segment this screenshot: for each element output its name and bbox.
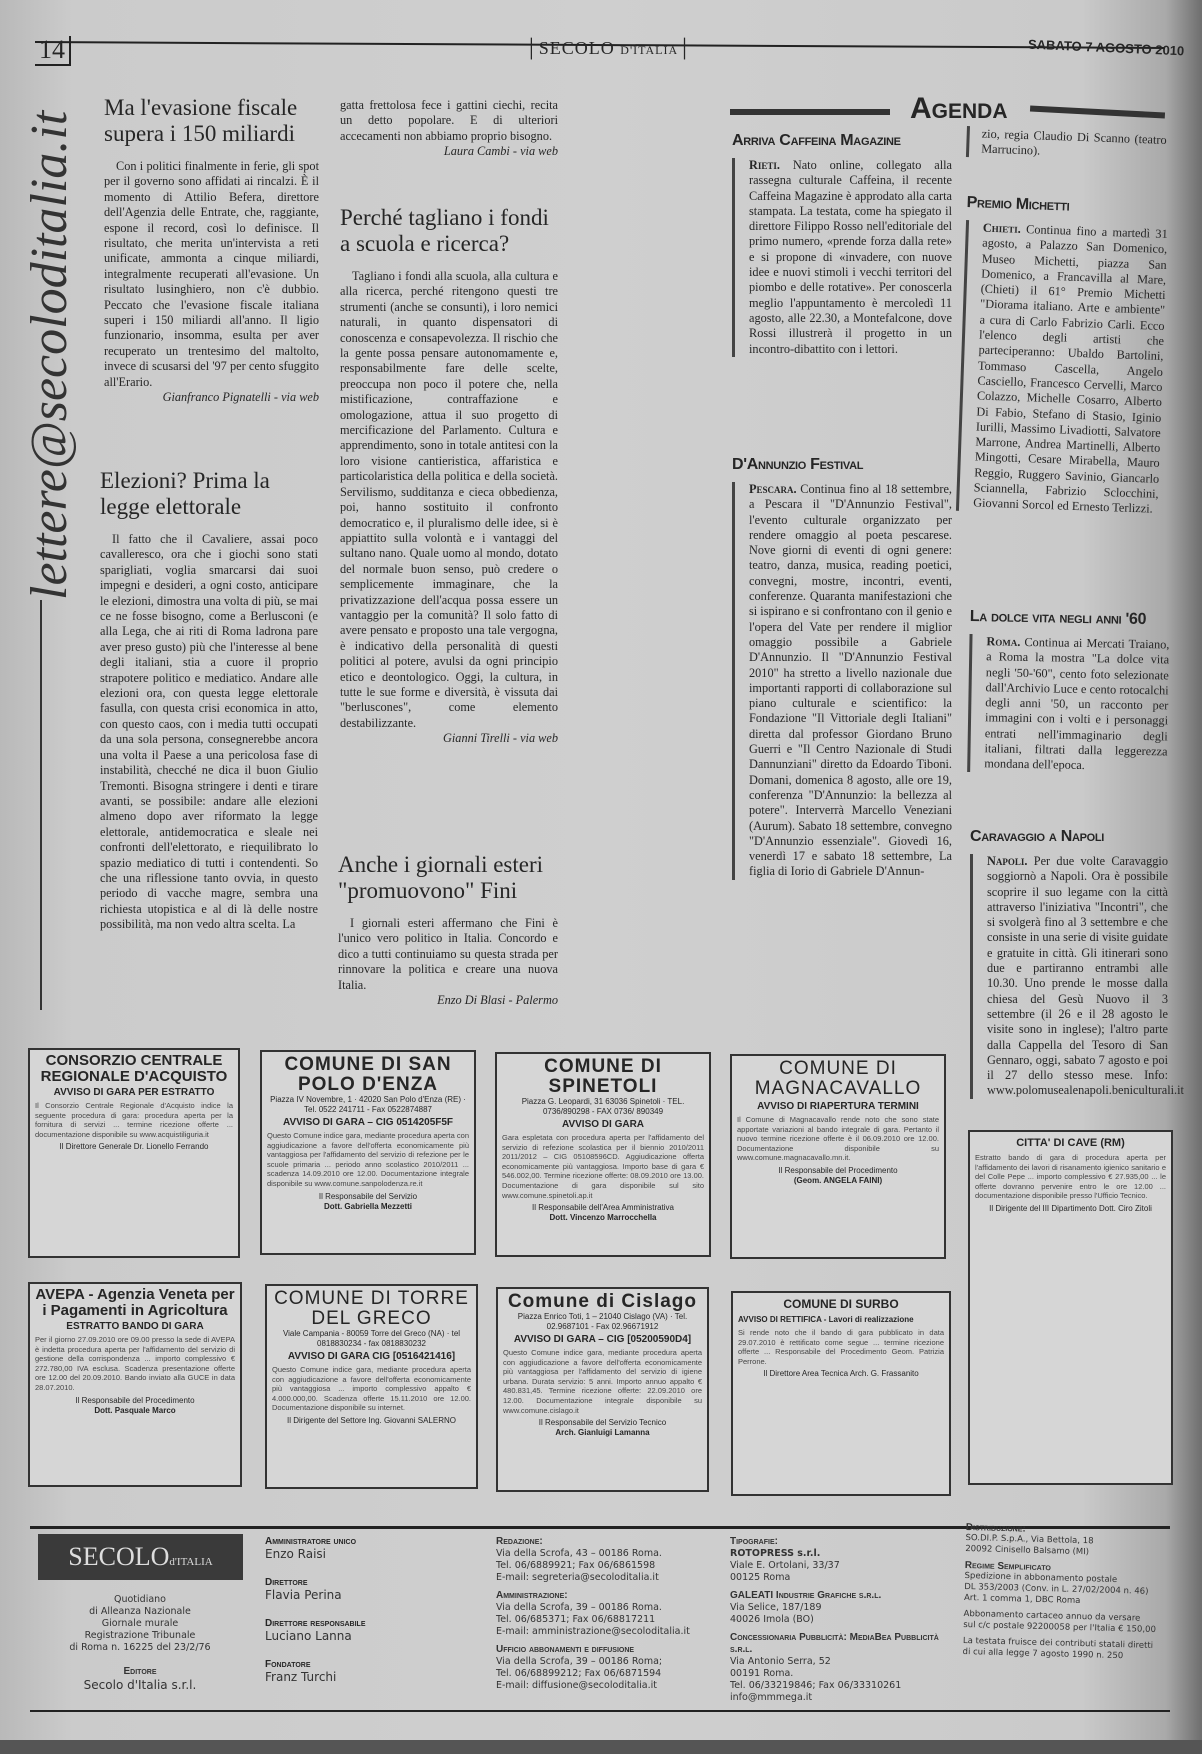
agenda-item-body (732, 158, 952, 357)
ad-address: Viale Campania - 80059 Torre del Greco (NA) · tel 0818830234 - fax 0818830232 (282, 1329, 461, 1348)
letter-signature: Gianfranco Pignatelli - via web (162, 390, 319, 405)
ad-signer: (Geom. ANGELA FAINI) (793, 1175, 883, 1185)
colophon-printers (730, 1536, 960, 1704)
advertising-line: 00191 Roma. (730, 1668, 794, 1679)
office-line: Via della Scrofa, 43 – 00186 Roma. (496, 1548, 662, 1559)
printer-label: Tipografie: (730, 1536, 778, 1547)
ad-cislago (496, 1287, 709, 1492)
distribution-line: SO.DI.P. S.p.A., Via Bettola, 18 (965, 1532, 1094, 1547)
letter-title: Elezioni? Prima la legge elettorale (100, 468, 270, 519)
agenda-rule-left (730, 109, 890, 115)
agenda-item-body (956, 220, 1168, 518)
agenda-item-caffeina (732, 132, 952, 357)
agenda-item-body (732, 482, 952, 880)
person-name: Enzo Raisi (265, 1547, 326, 1561)
ad-body: Il Comune di Magnacavallo rende noto che sono state apportate variazioni al bando integrale di gara. Pertanto il nuovo termine ricezione offerte è il 06.09.2010 ore 12.00. Documentazione disponibile su www.comune.magnacavallo.mn.it. (737, 1115, 939, 1163)
ad-signer: Dott. Vincenzo Marrocchella (549, 1213, 657, 1223)
ad-body: Si rende noto che il bando di gara pubblicato in data 29.07.2010 è rettificato come segue ... termine ricezione offerte ... Responsabile del Procedimento Geom. Patrizia Perrone. (738, 1328, 944, 1366)
logo-text: SECOLO (68, 1542, 170, 1571)
advertising-line: Via Antonio Serra, 52 (730, 1656, 831, 1667)
printer-name: ROTOPRESS s.r.l. (730, 1548, 821, 1559)
ad-body: Estratto bando di gara di procedura aperta per l'affidamento dei lavori di risanamento igienico sanitario e del Colle Pepe ... importo complessivo € 27.935,00 ... le offerte dovranno pervenire entro le ore 12.00 ... documentazione disponibile presso l'Ufficio Tecnico. (975, 1153, 1166, 1201)
colophon-offices (496, 1536, 726, 1692)
ad-signer-role: Il Responsabile del Procedimento (778, 1165, 898, 1175)
ad-body: Per il giorno 27.09.2010 ore 09.00 presso la sede di AVEPA è indetta procedura aperta per l'affidamento del servizio di gestione della corrispondenza ... importo complessivo € 272.780,00 IVA esclusa. Scadenza presentazione offerte ore 12.00 del 20.09.2010. Bando inviato alla GUCE in data 28.07.2010. (35, 1335, 235, 1392)
page-bottom-edge (0, 1740, 1202, 1754)
letter-2-continued (340, 98, 558, 159)
person-role: Direttore (265, 1577, 308, 1588)
ad-signer-role: Il Responsabile del Servizio (318, 1191, 418, 1201)
letter-body: Tagliano i fondi alla scuola, alla cultura e alla ricerca, perché ritengono questi tre strumenti (anche se consunti), i loro nemici naturali, in quanto dispensatori di conoscenza e consapevolezza. Il rischio che la gente possa pensare autonomamente e, responsabilmente fare delle scelte, preoccupa non poco il potere che, nella mistificazione, contraffazione e omologazione, attua il suo progetto di mercificazione del Parlamento. Cultura e apprendimento, sono in totale antitesi con la loro visione cantieristica, affaristica e particolaristica della politica e della società. Servilismo, sudditanza e cieca obbedienza, poi, hanno sostituito il confronto democratico e, il pluralismo delle idee, si è appiattito sulla volontà e i vantaggi del sultano nano. Quale uomo al mondo, dotato del normale buon senso, può credere o semplicemente immaginare, che la privatizzazione dell'acqua possa essere un vantaggio per la comunità? Il solo fatto di avere pensato e proposto una tale vergogna, è indicativo della personalità di questi politici al potere, avulsi da ogni principio etico e deontologico. Oggi, la cultura, in tutte le sue forme e diversità, è vissuta dai "berluscones", come elemento destabilizzante. (340, 269, 558, 730)
ad-title: COMUNE DI MAGNACAVALLO (754, 1058, 922, 1099)
advertising-line: Tel. 06/33219846; Fax 06/33310261 (730, 1680, 902, 1691)
ad-signer-role: Il Direttore Area Tecnica (763, 1369, 849, 1379)
ad-title: Comune di Cislago (507, 1291, 698, 1312)
about-line: Quotidiano (114, 1594, 166, 1605)
ad-signer: Dr. Lionello Ferrando (133, 1142, 209, 1152)
ad-body: Questo Comune indice gara, mediante procedura aperta con aggiudicazione a favore dell'offerta economicamente più vantaggiosa per l'affidamento del servizio di refezione per le scuole primaria ... periodo anno scolastico 2010/2011 ... scadenza 14.09.2010 ore 12.00. Documentazione integrale disponibile su www.comune.sanpolodenza.re.it (267, 1131, 469, 1188)
ad-san-polo-enza (260, 1050, 476, 1255)
printer-line: Via Selice, 187/189 (730, 1602, 822, 1613)
letter-4 (338, 852, 558, 1008)
subscription-line: Abbonamento cartaceo annuo da versare (963, 1608, 1141, 1624)
letter-body-continued: gatta frettolosa fece i gattini ciechi, recita un detto popolare. E di ulteriori accecamenti non abbiamo proprio bisogno. (340, 98, 558, 143)
regime-line: Spedizione in abbonamento postale (964, 1570, 1118, 1585)
ad-notice: ESTRATTO BANDO DI GARA (66, 1321, 204, 1332)
office-line: Tel. 06/68899212; Fax 06/6871594 (496, 1668, 662, 1679)
agenda-item-title: Arriva Caffeina Magazine (732, 132, 901, 149)
colophon-distribution (962, 1522, 1170, 1663)
ad-spinetoli (495, 1052, 711, 1257)
ad-address: Piazza G. Leopardi, 31 63036 Spinetoli · TEL. 0736/890298 - FAX 0736/ 890349 (521, 1097, 685, 1116)
ad-notice: AVVISO DI GARA – CIG [05200590D4] (513, 1334, 692, 1345)
subscription-line: sul c/c postale 92200058 per l'Italia € 150,00 (963, 1619, 1157, 1636)
funding-line: di cui alla legge 7 agosto 1990 n. 250 (962, 1646, 1124, 1662)
ad-signer-role: Il Responsabile del Procedimento (75, 1395, 195, 1405)
regime-label: Regime Semplificato (964, 1559, 1052, 1574)
colophon-bottom-rule (30, 1710, 1170, 1712)
office-line: Via della Scrofa, 39 – 00186 Roma. (496, 1602, 662, 1613)
person-name: Flavia Perina (265, 1588, 342, 1602)
agenda-item-dolcevita (967, 608, 1170, 775)
ad-notice: AVVISO DI RETTIFICA - Lavori di realizzazione (738, 1315, 914, 1324)
ad-avepa (28, 1282, 242, 1487)
about-line: Registrazione Tribunale (84, 1630, 196, 1641)
distribution-line: 20092 Cinisello Balsamo (MI) (965, 1543, 1090, 1558)
printer-line: 40026 Imola (BO) (730, 1614, 814, 1625)
letters-email[interactable]: lettere@secoloditalia.it (21, 110, 78, 600)
funding-line: La testata fruisce dei contributi statali diretti (962, 1635, 1154, 1651)
ad-notice: AVVISO DI GARA (561, 1119, 645, 1130)
ad-body: Gara espletata con procedura aperta per l'affidamento del servizio di refezione scolastica per il biennio 2010/2011 2011/2012 – CIG 05108596CD. Aggiudicazione offerta economicamente più vantaggiosa. Importo base di gara € 546.002,00. Termine ricezione offerte: 08.09.2010 ore 13.00. Documentazione di gara disponibile sul sito www.comune.spinetoli.ap.it (502, 1133, 704, 1200)
ad-notice: AVVISO DI GARA PER ESTRATTO (53, 1087, 215, 1098)
about-line: Giornale murale (101, 1618, 179, 1629)
printer-label: GALEATI Industrie Grafiche s.r.l. (730, 1590, 882, 1601)
ad-torre-del-greco (265, 1284, 478, 1489)
letter-signature: Enzo Di Blasi - Palermo (437, 993, 558, 1008)
letter-3 (340, 205, 558, 746)
ad-title: COMUNE DI SAN POLO D'ENZA (284, 1054, 452, 1095)
ad-signer-role: Il Responsabile dell'Area Amministrativa (531, 1203, 675, 1213)
letter-signature: Gianni Tirelli - via web (443, 731, 558, 746)
office-line: Tel. 06/6889921; Fax 06/6861598 (496, 1560, 656, 1571)
letter-body: Il fatto che il Cavaliere, assai poco cavalleresco, ora che i giochi sono stati sparigliati, voglia smarcarsi dai suoi impegni e desideri, a ogni costo, anticipare le elezioni, dimostra una volta di più, se mai ce ne fosse bisogno, come a Berlusconi (e alla Lega, che ai riti di Roma ladrona pare aver preso gusto) più che l'interesse al bene degli italiani, stia a cuore il proprio strapotere politico e mediatico. Andare alle elezioni ora, con questa legge elettorale fasulla, con questa crisi economica in atto, con questo caos, con i media tutti occupati da una sola persona, consegnerebbe ancora una volta il Paese a una pericolosa fase di instabilità, checché ne dica il buon Giulio Tremonti. Bisogna stringere i denti e tirare avanti, se possibile: andare alle elezioni almeno dopo aver riformato la legge elettorale, antidemocratica e sleale nei confronti dell'elettorato, e riequilibrato lo spazio mediatico di tutti i contendenti. So che una riflessione tanto ovvia, in questo periodo di vacche magre, sembra una richiesta utopistica e al di là delle nostre possibilità, ma non vedo altra scelta. La (100, 532, 318, 932)
ad-notice: AVVISO DI GARA CIG [0516421416] (287, 1351, 456, 1362)
agenda-item-body (967, 634, 1169, 775)
agenda-text: Nato online, collegato alla rassegna culturale Caffeina, il recente Caffeina Magazine è approdato alla carta stampata. La testata, come ha spiegato il direttore Filippo Rosso nell'editoriale del primo numero, «prende forza dalla rete» e si propone di «invadere, con nuove idee e nuovi stimoli i vecchi territori del piombo e delle rotative». Per conoscerla meglio l'appuntamento è mercoledì 11 agosto, alle 22.30, a Montefalcone, dove Rossi illustrerà il progetto in un incontro-dibattito con i lettori. (749, 158, 952, 356)
ad-signer-role: Il Responsabile del Servizio Tecnico (538, 1418, 667, 1428)
office-email[interactable]: E-mail: segreteria@secoloditalia.it (496, 1572, 659, 1583)
publisher-name: Secolo d'Italia s.r.l. (83, 1678, 197, 1692)
letter-body: Con i politici finalmente in ferie, gli spot per il governo sono affidati ai rincalzi. È il momento di Attilio Befera, direttore dell'Agenzia delle Entrate, che, raggiante, espone il record, così lo definisce. Il risultato, che merita un'intervista a reti unificate, ammonta a cinque miliardi, integralmente recuperati all'evasione. Un risultato lusinghiero, non c'è dubbio. Peccato che l'evasione fiscale italiana superi i 150 miliardi all'anno. Il ligio funzionario, insomma, esulta per aver recuperato un trentesimo del maltolto, invece di scusarsi del '97 per cento sfuggito all'Erario. (104, 159, 319, 389)
ad-address: Piazza Enrico Toti, 1 – 21040 Cislago (VA) · Tel. 02.9687101 - Fax 02.96671912 (517, 1312, 688, 1331)
agenda-city: Rieti. (749, 158, 780, 172)
masthead: │SECOLO D'ITALIA│ (525, 38, 692, 58)
ad-signer: Dott. Gabriella Mezzetti (323, 1201, 412, 1211)
ad-notice: AVVISO DI RIAPERTURA TERMINI (757, 1101, 919, 1112)
ad-signer-role: Il Dirigente del Settore (287, 1415, 367, 1425)
ad-signer: Arch. Gianluigi Lamanna (555, 1428, 650, 1438)
logo-suffix: d'ITALIA (169, 1556, 213, 1568)
agenda-city: Napoli. (987, 854, 1028, 868)
about-line: di Alleanza Nazionale (89, 1606, 191, 1617)
ad-title: COMUNE DI SURBO (783, 1297, 899, 1311)
ad-signer: Arch. G. Frassanito (849, 1369, 919, 1379)
ad-title: CONSORZIO CENTRALE REGIONALE D'ACQUISTO (40, 1052, 228, 1085)
letter-1 (104, 95, 319, 405)
ad-body: Questo Comune indice gara, mediante procedura aperta con aggiudicazione a favore dell'offerta economicamente più vantaggiosa per l'affidamento del servizio di igiene urbana. Durata servizio: 5 anni. Importo annuo appalto € 480.831,45. Termine ricezione offerte: 22.09.2010 ore 12.00. Documentazione integrale disponibile su www.comune.cislago.it (503, 1348, 702, 1415)
letter-signature: Laura Cambi - via web (443, 144, 558, 159)
agenda-item-caravaggio (970, 828, 1184, 1099)
person-name: Franz Turchi (265, 1670, 337, 1684)
letter-body: I giornali esteri affermano che Fini è l'unico vero politico in Italia. Concordo e dico a tutti continuiamo su questa strada per rinnovare la politica e creare una nuova Italia. (338, 916, 558, 992)
agenda-text: Continua fino al 18 settembre, a Pescara il "D'Annunzio Festival", l'evento culturale organizzato per rendere omaggio al poeta pescarese. Nove giorni di eventi di ogni genere: teatro, danza, musica, reading poetici, convegni, mostre, incontri, eventi, conferenze. Quaranta manifestazioni che si ispirano e si confrontano con il genio e l'opera del Vate per rendere il miglior omaggio possibile a Gabriele D'Annunzio. Il "D'Annunzio Festival 2010" ha stretto a livello nazionale due importanti rapporti di collaborazione sul piano culturale e scientifico: la Fondazione "Il Vittoriale degli Italiani" diretta dal professor Giordano Bruno Guerri e "Il Centro Nazionale di Studi Dannunziani" diretto da Edoardo Tiboni. Domani, domenica 8 agosto, alle ore 19, conferenza "D'Annunzio: la bellezza al potere". Interverrà Marcello Veneziani (Aurum). Sabato 18 settembre, convegno "D'Annunzio essenziale". Giovedì 16, venerdì 17 e sabato 18 settembre, La figlia di Iorio di Gabriele D'Annun- (749, 482, 952, 879)
agenda-item-title: D'Annunzio Festival (732, 456, 864, 473)
agenda-city: Chieti. (982, 220, 1022, 236)
ad-title: CITTA' DI CAVE (RM) (1016, 1137, 1125, 1149)
ad-surbo (731, 1291, 951, 1496)
ad-title: AVEPA - Agenzia Veneta per i Pagamenti in Agricoltura (35, 1286, 235, 1319)
person-role: Fondatore (265, 1659, 311, 1670)
agenda-item-body (970, 854, 1184, 1099)
office-email[interactable]: E-mail: diffusione@secoloditalia.it (496, 1680, 657, 1691)
agenda-column-right (966, 126, 1167, 164)
person-role: Amministratore unico (265, 1536, 357, 1547)
ad-signer: Ing. Giovanni SALERNO (368, 1415, 456, 1425)
agenda-item-title: Caravaggio a Napoli (970, 828, 1105, 845)
person-role: Direttore responsabile (265, 1618, 366, 1629)
agenda-item-dannunzio (732, 456, 952, 880)
office-label: Ufficio abbonamenti e diffusione (496, 1644, 635, 1655)
masthead-name: SECOLO (538, 38, 615, 58)
advertising-email[interactable]: info@mmmega.it (730, 1692, 813, 1703)
office-label: Redazione: (496, 1536, 543, 1547)
sidebar-rule (40, 600, 42, 1010)
ad-signer: Dott. Pasquale Marco (94, 1405, 176, 1415)
ad-signer-role: Il Dirigente del III Dipartimento (989, 1203, 1097, 1213)
office-email[interactable]: E-mail: amministrazione@secoloditalia.it (496, 1626, 690, 1637)
letter-title: Perché tagliano i fondi a scuola e ricerca? (340, 205, 549, 256)
office-label: Amministrazione: (496, 1590, 568, 1601)
regime-line: DL 353/2003 (Conv. in L. 27/02/2004 n. 46) (964, 1581, 1149, 1597)
ad-notice: AVVISO DI GARA – CIG 0514205F5F (282, 1117, 454, 1128)
agenda-city: Roma. (986, 634, 1021, 649)
ad-title: COMUNE DI TORRE DEL GRECO (274, 1288, 469, 1329)
about-line: di Roma n. 16225 del 23/2/76 (69, 1642, 211, 1653)
office-line: Tel. 06/685371; Fax 06/68817211 (496, 1614, 656, 1625)
agenda-heading: Agenda (910, 92, 1008, 125)
letter-2 (100, 468, 318, 933)
advertising-label: Concessionaria Pubblicità: MediaBea Pubblicità s.r.l. (730, 1632, 939, 1655)
masthead-suffix: D'ITALIA (620, 43, 679, 57)
agenda-item-michetti (956, 194, 1169, 517)
ad-body: Il Consorzio Centrale Regionale d'Acquisto indice la seguente procedura di gara: procedura aperta per la fornitura di servizi ... termine ricezione offerte ... documentazione disponibile su www.acquistiliguria.it (35, 1101, 233, 1139)
letter-title: Anche i giornali esteri "promuovono" Fini (338, 852, 544, 903)
agenda-item-title: La dolce vita negli anni '60 (969, 608, 1147, 629)
distribution-label: Distribuzione: (965, 1522, 1026, 1535)
issue-date: SABATO 7 AGOSTO 2010 (1027, 36, 1185, 59)
agenda-city: Pescara. (749, 482, 797, 496)
colophon-about (60, 1594, 220, 1692)
page-number: 14 (35, 36, 71, 66)
ad-title: COMUNE DI SPINETOLI (544, 1056, 662, 1097)
ad-signer: Dott. Ciro Zitoli (1098, 1203, 1152, 1213)
agenda-item-continued: zio, regia Claudio Di Scanno (teatro Marrucino). (966, 126, 1167, 164)
ad-magnacavallo (730, 1054, 946, 1259)
person-name: Luciano Lanna (265, 1629, 352, 1643)
newspaper-logo (38, 1534, 243, 1580)
office-line: Via della Scrofa, 39 – 00186 Roma; (496, 1656, 663, 1667)
printer-line: Viale E. Ortolani, 33/37 (730, 1560, 840, 1571)
ad-address: Piazza IV Novembre, 1 · 42020 San Polo d'Enza (RE) · Tel. 0522 241711 - Fax 0522874887 (270, 1095, 466, 1114)
agenda-item-title: Premio Michetti (966, 194, 1070, 215)
colophon (30, 1522, 1170, 1712)
agenda-text: Per due volte Caravaggio soggiornò a Napoli. Ora è possibile scoprire il suo legame con la città attraverso l'iniziativa "Incontri", che si svolgerà fino al 3 settembre e che consiste in una serie di visite guidate e gratuite in città. Gli itinerari sono due e partiranno entrambi alle 10.30. Uno prende le mosse dalla chiesa del Gesù Nuovo il 3 settembre (il 26 e il 28 agosto le visite sono in inglese); l'altro parte dalla Cappella del Tesoro di San Gennaro, oggi, sabato 7 agosto e poi il 27 dello stesso mese. Info: www.polomusealenapoli.beniculturali.it (987, 854, 1184, 1098)
printer-line: 00125 Roma (730, 1572, 791, 1583)
ad-consorzio-centrale (28, 1048, 240, 1258)
agenda-rule-right (1030, 105, 1165, 118)
agenda-text: Continua fino a martedì 31 agosto, a Palazzo San Domenico, Museo Michetti, piazza San Domenico, a Francavilla al Mare, (Chieti) il 61° Premio Michetti "Diorama italiano. Arte e ambiente" a cura di Carlo Fabrizio Carli. Ecco l'elenco degli artisti che parteciperanno: Ubaldo Bartolini, Tommaso Cascella, Angelo Casciello, Francesco Cervelli, Marco Colazzo, Michelle Cosarro, Alberto Di Fabio, Stefano di Stasio, Iginio Iurilli, Massimo Livadiotti, Salvatore Marrone, Andrea Martinelli, Alberto Mingotti, Cesare Mirabella, Mauro Reggio, Ruggero Savinio, Giancarlo Sciannella, Fabrizio Sclocchini, Giovanni Sorcol ed Ernesto Terlizzi. (972, 222, 1168, 517)
publisher-label: Editore (123, 1666, 157, 1677)
ad-signer-role: Il Direttore Generale (59, 1142, 132, 1152)
colophon-people (265, 1536, 485, 1684)
agenda-text: Continua ai Mercati Traiano, a Roma la mostra "La dolce vita negli '50-'60", cento foto selezionate dall'Archivio Luce e cento rotocalchi degli anni '50, un racconto per immagini con i volti e i personaggi entrati nell'immaginario degli italiani, filtrati dalla leggerezza mondana dell'epoca. (984, 634, 1170, 773)
regime-line: Art. 1 comma 1, DBC Roma (963, 1592, 1081, 1607)
agenda-header (730, 92, 1170, 132)
ad-citta-di-cave (968, 1130, 1173, 1485)
letter-title: Ma l'evasione fiscale supera i 150 miliardi (104, 95, 298, 146)
ad-body: Questo Comune indice gara, mediante procedura aperta con aggiudicazione a favore dell'offerta economicamente più vantaggiosa ... importo complessivo appalto € 4.000.000,00. Scadenza offerte 15.11.2010 ore 12.00. Documentazione disponibile su internet. (272, 1365, 471, 1413)
